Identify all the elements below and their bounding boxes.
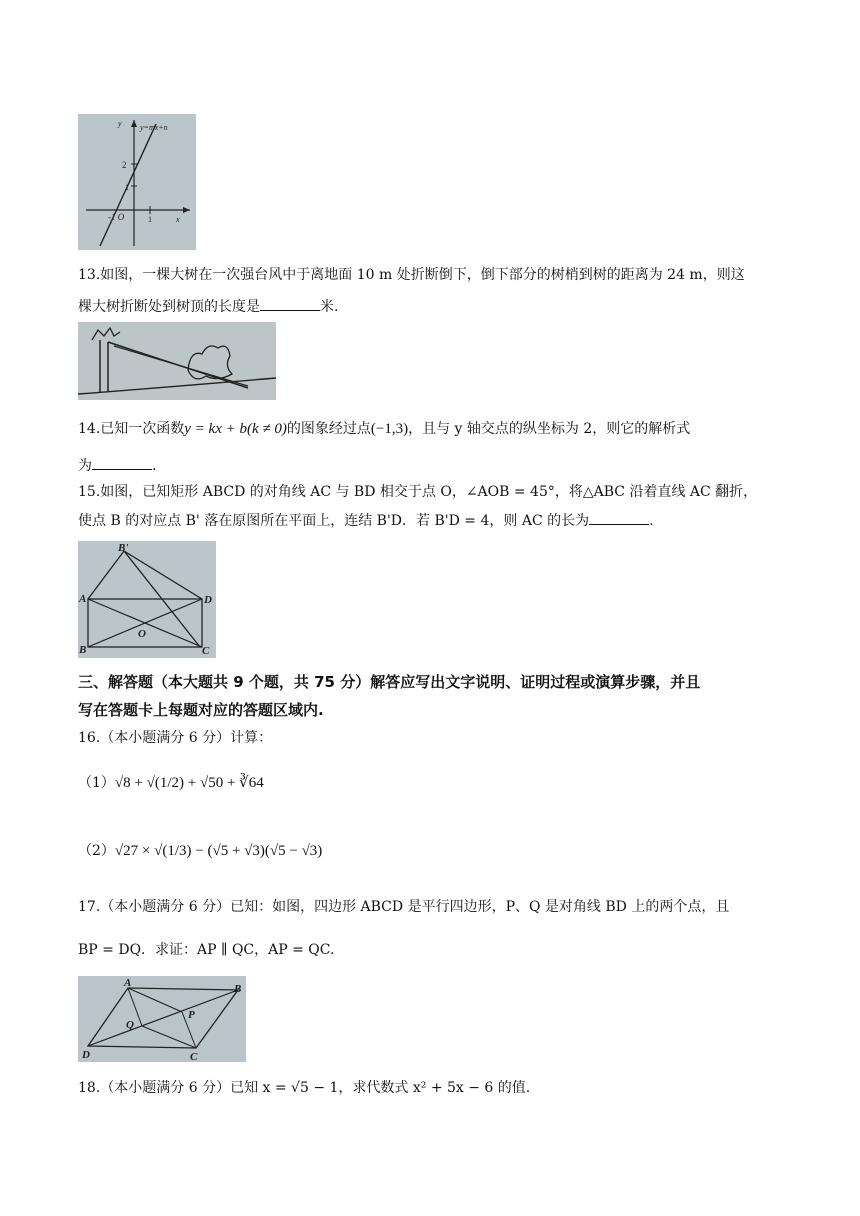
q16-part1-formula: √8 + √(1/2) + √50 + ∛64 xyxy=(114,775,264,791)
label-b-prime: B' xyxy=(118,542,129,554)
label-c: C xyxy=(190,1051,198,1062)
q15-line1: 15.如图，已知矩形 ABCD 的对角线 AC 与 BD 相交于点 O，∠AOB = 45°，将△ABC 沿着直线 AC 翻折， xyxy=(78,484,758,500)
label-a: A xyxy=(124,977,132,989)
q17-line2: BP = DQ．求证：AP ∥ QC，AP = QC. xyxy=(78,942,335,958)
tick-label-x1: 1 xyxy=(148,215,152,224)
x-axis-label: x xyxy=(176,215,180,224)
tick-label-2: 2 xyxy=(122,160,127,170)
q14-formula: y = kx + b(k ≠ 0) xyxy=(184,421,287,437)
figure-broken-tree xyxy=(78,322,276,400)
section3-heading-line1: 三、解答题（本大题共 9 个题，共 75 分）解答应写出文字说明、证明过程或演算步骤，并且 xyxy=(78,673,701,691)
y-axis-label: y xyxy=(118,119,122,128)
q16-part2-formula: √27 × √(1/3) − (√5 + √3)(√5 − √3) xyxy=(114,843,323,859)
q15-line2: 使点 B 的对应点 B' 落在原图所在平面上，连结 B'D．若 B'D = 4，则 AC 的长为 . xyxy=(78,510,654,531)
q17-line1: 17.（本小题满分 6 分）已知：如图，四边形 ABCD 是平行四边形，P、Q 是对角线 BD 上的两个点，且 xyxy=(78,899,730,915)
label-a: A xyxy=(79,593,87,605)
label-b: B xyxy=(79,644,87,656)
q13-answer-blank[interactable] xyxy=(260,296,320,311)
section3-heading-line2: 写在答题卡上每题对应的答题区域内. xyxy=(78,701,324,719)
label-q: Q xyxy=(126,1019,134,1031)
q14-answer-blank[interactable] xyxy=(92,455,152,470)
origin-label: -1 O xyxy=(108,212,125,222)
label-b: B xyxy=(234,983,242,995)
label-o: O xyxy=(138,628,146,640)
q14-line2: 为 . xyxy=(78,455,156,476)
q14-line1: 14.已知一次函数y = kx + b(k ≠ 0)的图象经过点(−1,3)，且与 y 轴交点的纵坐标为 2，则它的解析式 xyxy=(78,421,691,437)
q16-part1: （1）√8 + √(1/2) + √50 + ∛64 xyxy=(78,775,264,791)
q18-line: 18.（本小题满分 6 分）已知 x = √5 − 1，求代数式 x² + 5x − 6 的值. xyxy=(78,1080,531,1096)
tick-label-1: 1 xyxy=(125,183,129,192)
label-d: D xyxy=(82,1049,90,1061)
figure-parallelogram xyxy=(78,976,246,1062)
label-c: C xyxy=(202,645,210,657)
q14-point: (−1,3) xyxy=(370,421,409,437)
q13-line1: 13.如图，一棵大树在一次强台风中于离地面 10 m 处折断倒下，倒下部分的树梢到树的距离为 24 m，则这 xyxy=(78,267,745,283)
q13-line2: 棵大树折断处到树顶的长度是 米. xyxy=(78,296,338,317)
q16-title: 16.（本小题满分 6 分）计算： xyxy=(78,730,273,746)
figure-folded-rectangle xyxy=(78,541,216,658)
label-p: P xyxy=(188,1009,195,1021)
line-label: y=mx+n xyxy=(140,123,168,132)
q16-part2: （2）√27 × √(1/3) − (√5 + √3)(√5 − √3) xyxy=(78,843,323,859)
figure-linear-graph xyxy=(78,114,196,250)
q15-answer-blank[interactable] xyxy=(589,510,649,525)
label-d: D xyxy=(204,594,212,606)
